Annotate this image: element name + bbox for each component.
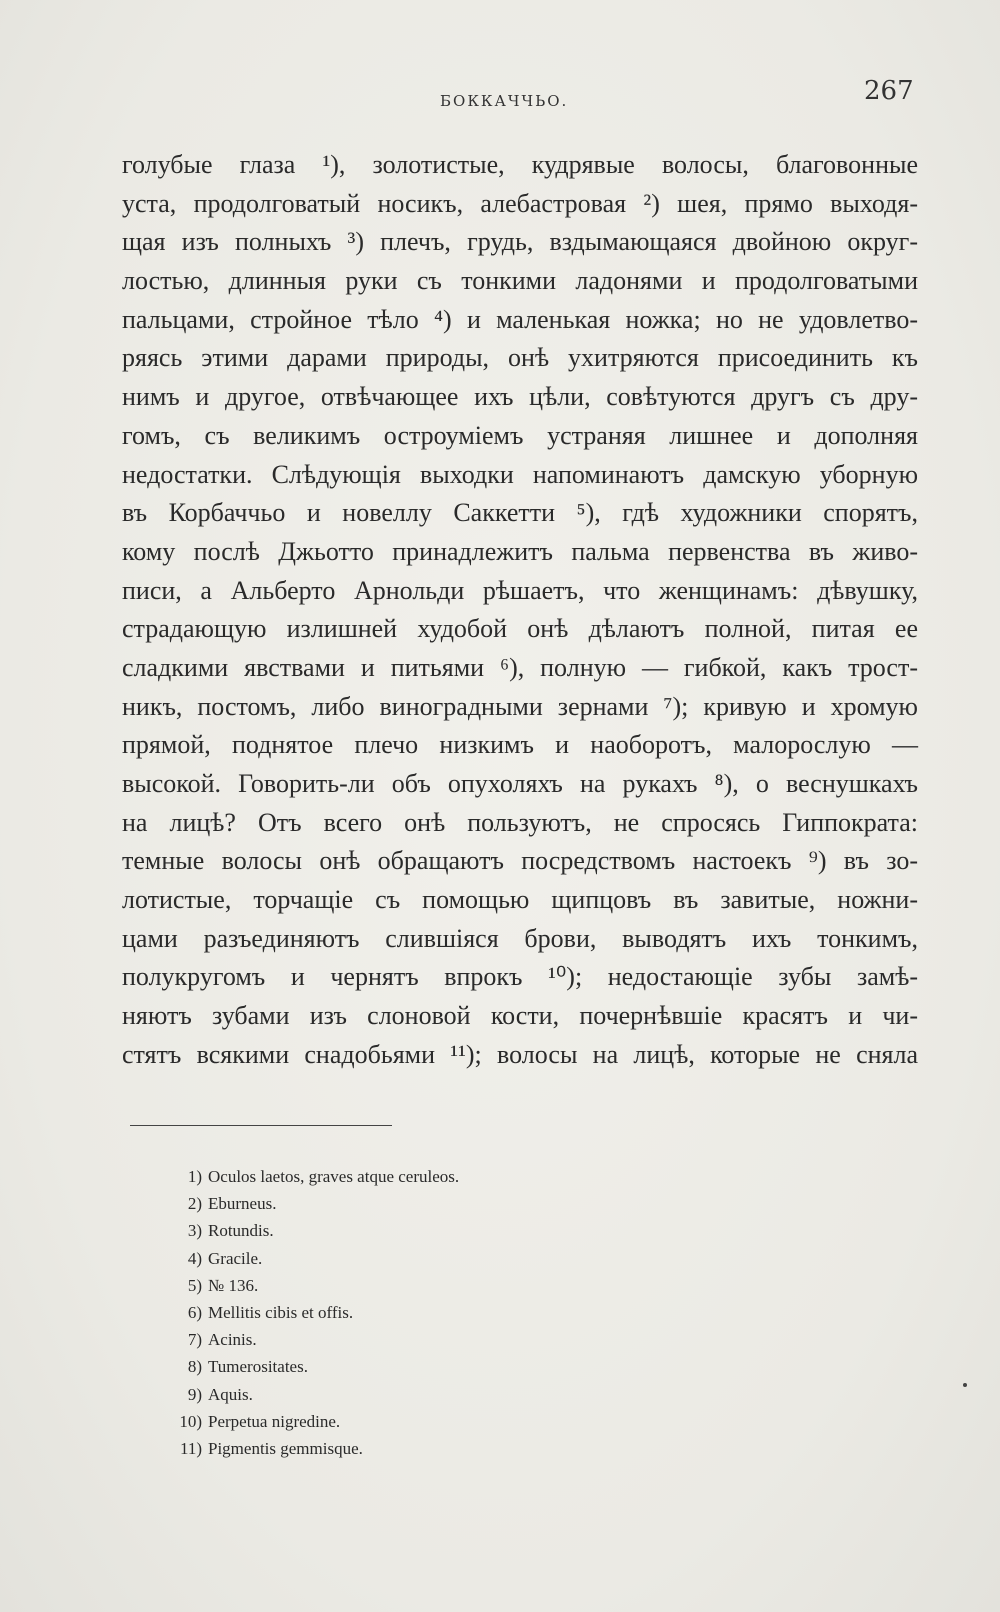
text-line: щая изъ полныхъ ³) плечъ, грудь, вздымающаяся двойною округ- <box>122 227 918 257</box>
footnote-number: 11) <box>179 1438 202 1458</box>
footnote-text: Tumerositates. <box>208 1357 308 1377</box>
footnote-number: 4) <box>187 1248 202 1268</box>
footnote <box>168 1326 668 1353</box>
footnote <box>168 1299 668 1326</box>
footnote <box>168 1435 668 1462</box>
footnote <box>168 1353 668 1380</box>
footnote-separator <box>130 1125 392 1126</box>
footnote-text: Acinis. <box>208 1330 257 1350</box>
footnote-number: 2) <box>187 1194 202 1214</box>
footnote-number: 8) <box>187 1357 202 1377</box>
text-line: гомъ, съ великимъ остроуміемъ устраняя лишнее и дополняя <box>122 420 918 450</box>
footnote-number: 7) <box>187 1330 202 1350</box>
footnote-text: Oculos laetos, graves atque ceruleos. <box>208 1167 460 1186</box>
text-line: полукругомъ и чернятъ впрокъ ¹⁰); недостающіе зубы замѣ- <box>122 962 918 992</box>
text-line: страдающую излишней худобой онѣ дѣлаютъ полной, питая ее <box>122 614 918 644</box>
ink-speck <box>963 1383 967 1387</box>
main-text <box>122 146 918 1075</box>
footnote-number: 9) <box>187 1384 202 1404</box>
footnote <box>168 1190 668 1217</box>
footnote <box>168 1245 668 1272</box>
text-line: ряясь этими дарами природы, онѣ ухитряются присоединить къ <box>122 343 918 373</box>
text-line: никъ, постомъ, либо виноградными зернами ⁷); кривую и хромую <box>122 691 918 721</box>
footnotes <box>168 1163 668 1462</box>
footnote-text: Rotundis. <box>208 1221 274 1241</box>
text-line: кому послѣ Джьотто принадлежитъ пальма первенства въ живо- <box>122 536 918 566</box>
text-line: недостатки. Слѣдующія выходки напоминаютъ дамскую уборную <box>122 459 918 489</box>
footnote-number: 1) <box>187 1167 202 1186</box>
footnote-text: Pigmentis gemmisque. <box>208 1438 363 1458</box>
running-head: БОККАЧЧЬО. <box>440 92 569 110</box>
text-line: лостью, длинныя руки съ тонкими ладонями и продолговатыми <box>122 266 918 296</box>
text-line: уста, продолговатый носикъ, алебастровая ²) шея, прямо выходя- <box>122 188 918 218</box>
text-line: на лицѣ? Отъ всего онѣ пользуютъ, не спросясь Гиппократа: <box>122 807 918 837</box>
footnote-text: Gracile. <box>208 1248 263 1268</box>
footnote <box>168 1217 668 1244</box>
text-line: въ Корбаччьо и новеллу Саккетти ⁵), гдѣ художники спорятъ, <box>122 498 918 528</box>
footnote-number: 6) <box>187 1302 202 1322</box>
text-line: прямой, поднятое плечо низкимъ и наоборотъ, малорослую — <box>122 730 918 760</box>
text-line: цами разъединяютъ слившіяся брови, выводятъ ихъ тонкимъ, <box>122 923 918 953</box>
text-line: голубые глаза ¹), золотистые, кудрявые волосы, благовонные <box>122 150 918 179</box>
text-line: темные волосы онѣ обращаютъ посредствомъ настоекъ ⁹) въ зо- <box>122 846 918 876</box>
text-line: высокой. Говорить-ли объ опухоляхъ на рукахъ ⁸), о веснушкахъ <box>122 769 918 798</box>
text-line: стятъ всякими снадобьями ¹¹); волосы на лицѣ, которые не сняла <box>122 1039 918 1069</box>
footnote <box>168 1272 668 1299</box>
footnote <box>168 1163 668 1190</box>
footnote-text: Aquis. <box>208 1384 253 1404</box>
text-line: няютъ зубами изъ слоновой кости, почернѣвшіе красятъ и чи- <box>122 1001 918 1031</box>
footnote-number: 5) <box>187 1275 202 1295</box>
text-line: писи, а Альберто Арнольди рѣшаетъ, что женщинамъ: дѣвушку, <box>122 575 918 605</box>
footnote-number: 10) <box>179 1411 202 1431</box>
footnote <box>168 1408 668 1435</box>
text-line: нимъ и другое, отвѣчающее ихъ цѣли, совѣтуются другъ съ дру- <box>122 382 918 412</box>
footnote <box>168 1381 668 1408</box>
footnote-text: Eburneus. <box>208 1194 277 1214</box>
page-number: 267 <box>864 76 914 106</box>
footnote-number: 3) <box>187 1221 202 1241</box>
footnote-text: Mellitis cibis et offis. <box>208 1302 354 1322</box>
text-line: сладкими явствами и питьями ⁶), полную — гибкой, какъ трост- <box>122 652 918 682</box>
text-line: лотистые, торчащіе съ помощью щипцовъ въ завитые, ножни- <box>122 885 918 915</box>
footnote-text: Perpetua nigredine. <box>208 1411 341 1431</box>
text-line: пальцами, стройное тѣло ⁴) и маленькая ножка; но не удовлетво- <box>122 304 918 334</box>
footnote-text: № 136. <box>208 1275 259 1295</box>
